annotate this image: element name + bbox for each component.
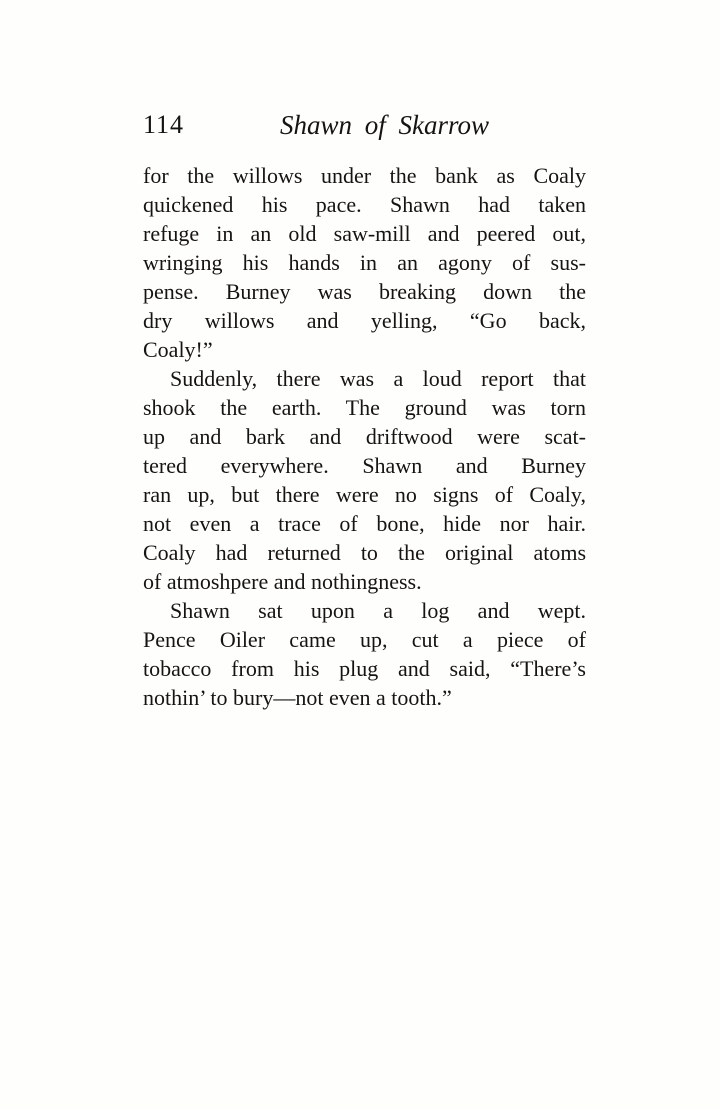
text-line: tered everywhere. Shawn and Burney xyxy=(143,453,586,478)
text-line: of atmoshpere and nothingness. xyxy=(143,569,422,594)
text-line: not even a trace of bone, hide nor hair. xyxy=(143,511,586,536)
text-line: ran up, but there were no signs of Coaly, xyxy=(143,482,586,507)
text-line: refuge in an old saw-mill and peered out, xyxy=(143,221,586,246)
text-line: quickened his pace. Shawn had taken xyxy=(143,192,586,217)
text-line: wringing his hands in an agony of sus- xyxy=(143,250,586,275)
text-line: Coaly!” xyxy=(143,337,213,362)
text-line: Shawn sat upon a log and wept. xyxy=(170,598,586,623)
page-header xyxy=(143,110,586,140)
body-text xyxy=(143,161,586,712)
running-title: Shawn of Skarrow xyxy=(280,110,490,140)
text-line: nothin’ to bury—not even a tooth.” xyxy=(143,685,452,710)
text-line: Pence Oiler came up, cut a piece of xyxy=(143,627,586,652)
text-line: for the willows under the bank as Coaly xyxy=(143,163,586,188)
text-line: Suddenly, there was a loud report that xyxy=(170,366,586,391)
page-number: 114 xyxy=(143,110,185,139)
text-line: shook the earth. The ground was torn xyxy=(143,395,586,420)
text-line: pense. Burney was breaking down the xyxy=(143,279,586,304)
text-line: tobacco from his plug and said, “There’s xyxy=(143,656,586,681)
text-line: dry willows and yelling, “Go back, xyxy=(143,308,586,333)
text-line: up and bark and driftwood were scat- xyxy=(143,424,586,449)
text-line: Coaly had returned to the original atoms xyxy=(143,540,586,565)
